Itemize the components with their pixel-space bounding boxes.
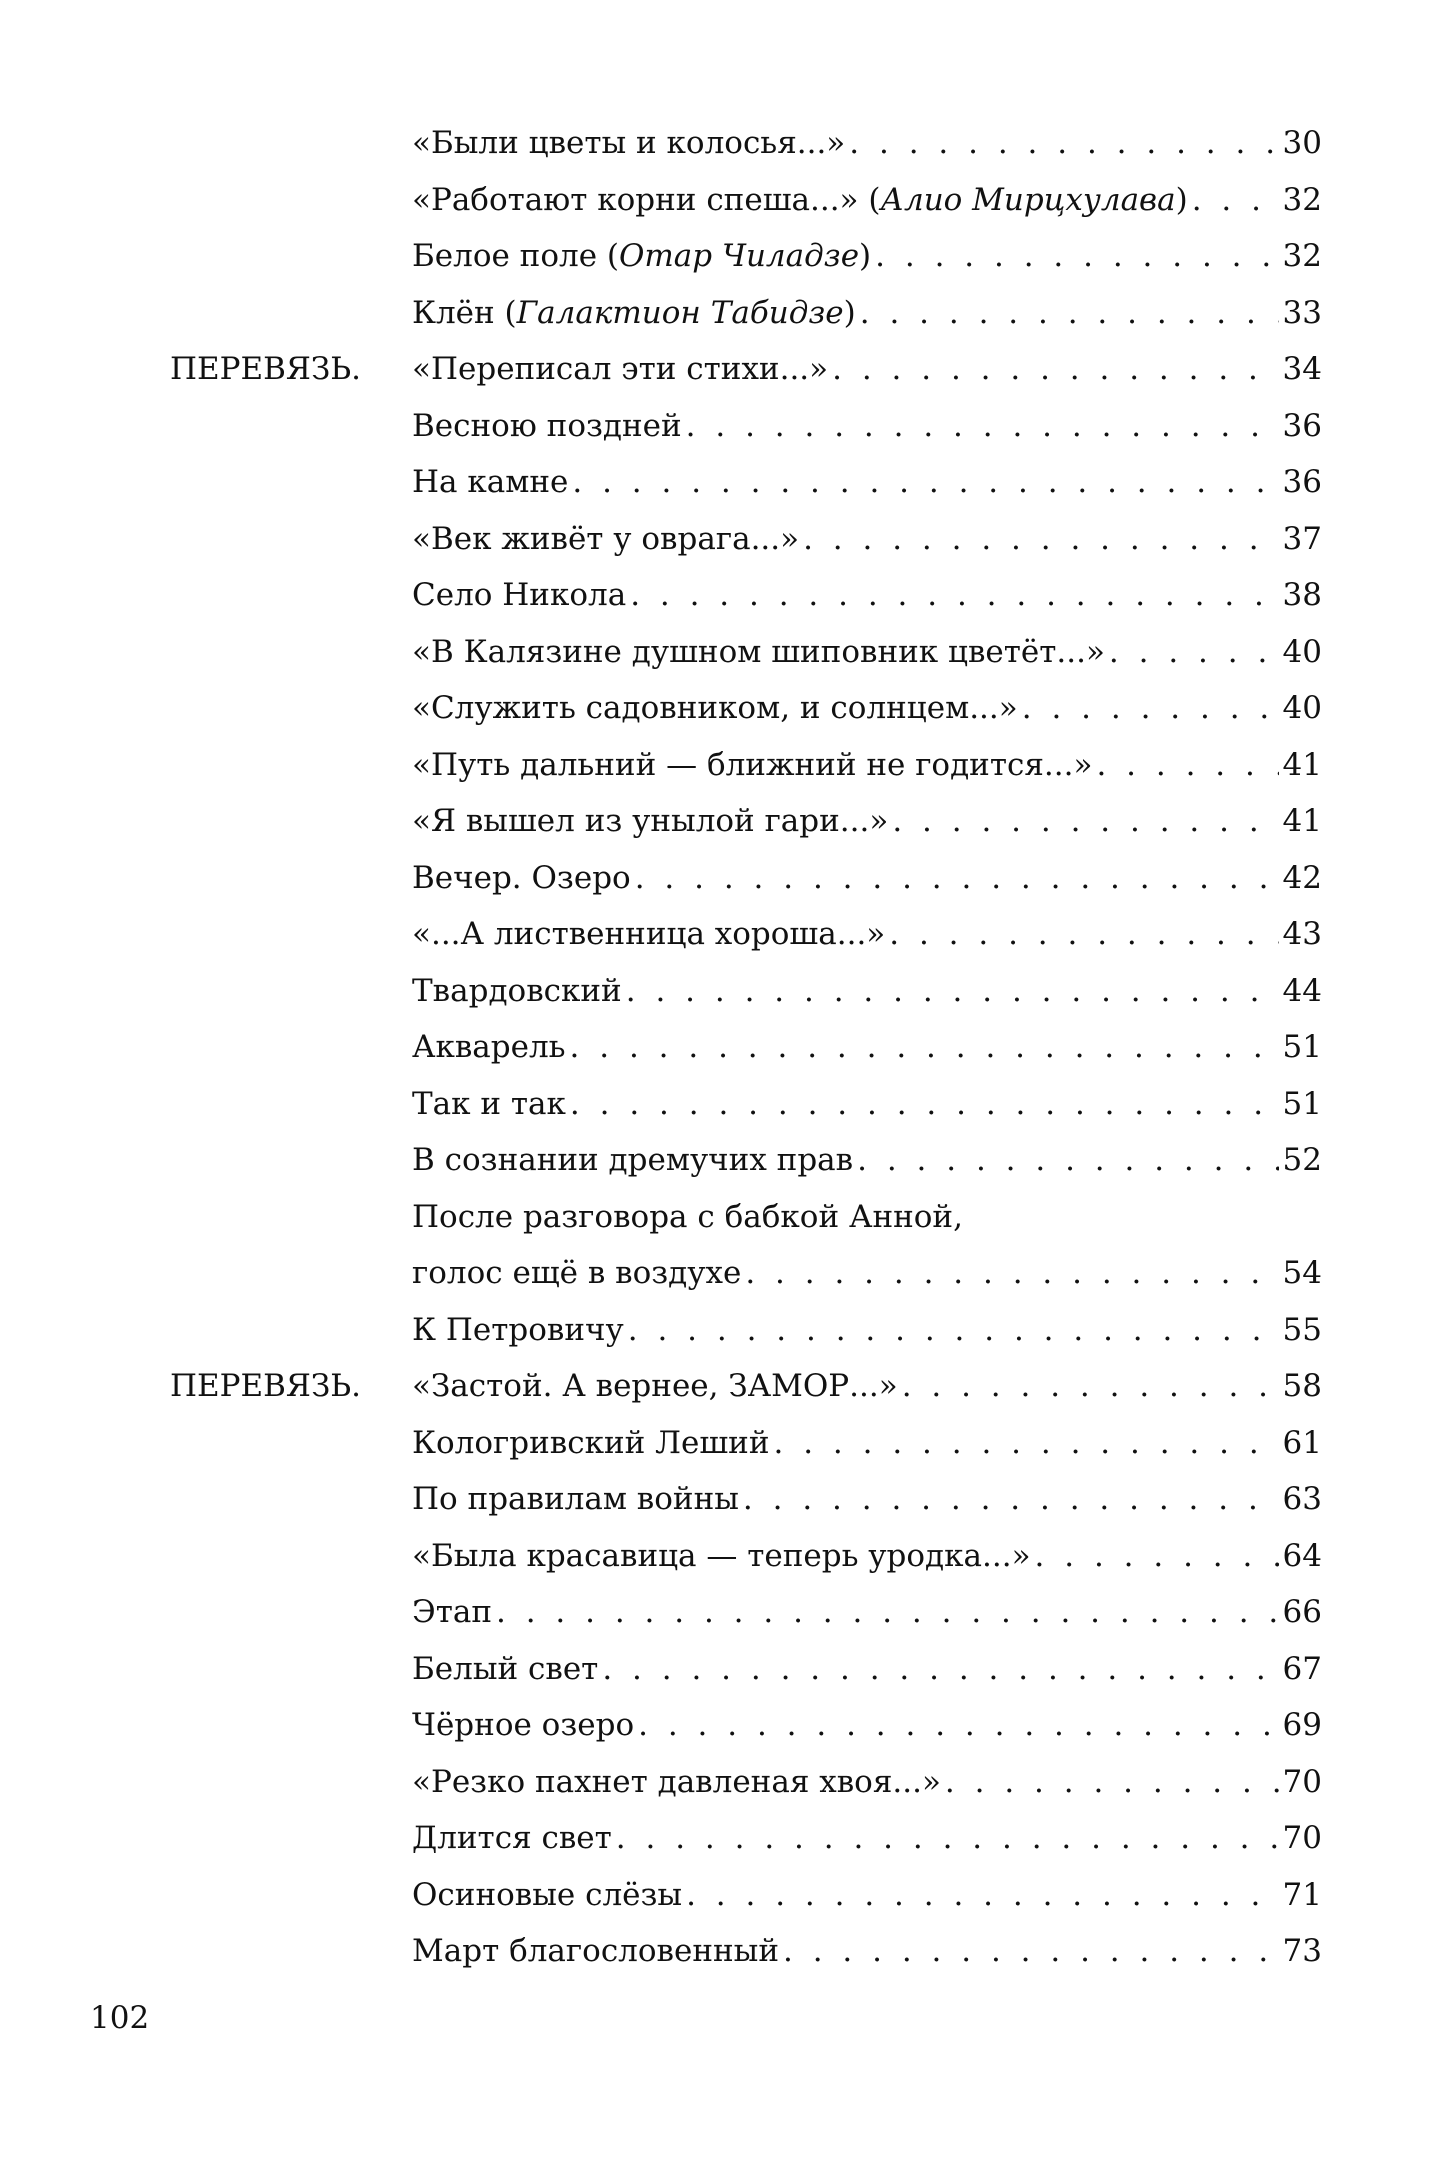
toc-entry	[0, 793, 1450, 850]
toc-entry-line	[412, 1302, 1322, 1359]
entry-title-text: «Резко пахнет давленая хвоя...»	[412, 1763, 941, 1800]
entry-title-text: «Век живёт у оврага...»	[412, 520, 800, 557]
toc-entry	[0, 1923, 1450, 1980]
entry-title: «Работают корни спеша...» (Алио Мирцхулава)	[412, 181, 1188, 218]
entry-page-number: 41	[1282, 746, 1322, 783]
toc-entry	[0, 1189, 1450, 1246]
dot-leader	[892, 793, 1278, 850]
entry-page-number: 70	[1282, 1820, 1322, 1856]
toc-entry-line	[412, 1471, 1322, 1528]
toc-entry	[0, 1132, 1450, 1189]
dot-leader	[1096, 737, 1278, 794]
entry-title	[412, 1697, 634, 1754]
toc-entry-line	[412, 1584, 1322, 1641]
dot-leader	[635, 850, 1279, 907]
toc-entry-line	[412, 1189, 1322, 1246]
dot-leader	[496, 1584, 1279, 1641]
toc-entry-line	[412, 1132, 1322, 1189]
entry-title	[412, 454, 568, 511]
entry-page-number: 37	[1282, 520, 1322, 557]
toc-entry-line	[412, 511, 1322, 568]
entry-title-text: «...А лиственница хороша...»	[412, 916, 886, 952]
entry-title-text: Вечер. Озеро	[412, 859, 631, 896]
toc-entry-line	[412, 115, 1322, 172]
entry-title	[412, 1641, 598, 1698]
entry-page-number: 69	[1282, 1707, 1322, 1743]
toc-entry-line	[412, 1810, 1322, 1867]
entry-title	[412, 680, 1018, 737]
toc-entry	[0, 624, 1450, 681]
entry-title-text: Акварель	[412, 1029, 566, 1065]
entry-author: Отар Чиладзе	[619, 238, 860, 274]
toc-entry	[0, 228, 1450, 285]
entry-title	[412, 1132, 853, 1189]
toc-entry	[0, 963, 1450, 1020]
entry-title	[412, 906, 885, 963]
toc-entry	[0, 172, 1450, 229]
entry-title	[412, 737, 1092, 794]
entry-title	[412, 1810, 612, 1867]
entry-title-text: Белый свет	[412, 1650, 599, 1687]
entry-title-text: «Служить садовником, и солнцем...»	[412, 690, 1018, 726]
entry-title-text: После разговора с бабкой Анной,	[412, 1198, 963, 1235]
toc-entry-line	[412, 737, 1322, 794]
entry-title: Клён (Галактион Табидзе)	[412, 294, 856, 331]
toc-entry	[0, 454, 1450, 511]
entry-page-number: 71	[1282, 1876, 1322, 1913]
entry-page-number: 33	[1282, 294, 1322, 331]
entry-title	[412, 1302, 624, 1359]
entry-title-text: «Работают корни спеша...»	[412, 181, 859, 218]
entry-title-text: Март благословенный	[412, 1933, 779, 1969]
dot-leader	[773, 1415, 1278, 1472]
toc-entry-line	[412, 454, 1322, 511]
toc-entry	[0, 398, 1450, 455]
entry-title	[412, 1471, 739, 1528]
entry-page-number: 55	[1282, 1311, 1322, 1348]
toc-entry	[0, 1358, 1450, 1415]
dot-leader	[745, 1245, 1278, 1302]
toc-entry-line	[412, 1358, 1322, 1415]
entry-page-number: 42	[1282, 859, 1322, 896]
toc-entry-line	[412, 285, 1322, 342]
entry-title: Белое поле (Отар Чиладзе)	[412, 238, 872, 274]
dot-leader	[626, 963, 1279, 1020]
dot-leader	[1109, 624, 1279, 681]
toc-entry	[0, 285, 1450, 342]
entry-title-text: «В Калязине душном шиповник цветёт...»	[412, 633, 1105, 670]
table-of-contents	[0, 115, 1450, 1980]
toc-entry-line	[412, 850, 1322, 907]
dot-leader	[889, 906, 1278, 963]
entry-title	[412, 1076, 566, 1133]
entry-title-text: Весною поздней	[412, 407, 682, 444]
entry-page-number: 32	[1282, 238, 1322, 274]
toc-entry-line	[412, 567, 1322, 624]
entry-page-number: 40	[1282, 690, 1322, 726]
entry-title	[412, 1415, 769, 1472]
toc-entry	[0, 1810, 1450, 1867]
entry-page-number: 73	[1282, 1933, 1322, 1969]
dot-leader	[616, 1810, 1279, 1867]
toc-entry-line	[412, 1528, 1322, 1585]
entry-title	[412, 398, 682, 455]
toc-entry-line	[412, 1923, 1322, 1980]
toc-entry	[0, 1641, 1450, 1698]
toc-entry	[0, 850, 1450, 907]
toc-entry-line	[412, 228, 1322, 285]
dot-leader	[875, 228, 1278, 285]
toc-entry-line	[412, 906, 1322, 963]
entry-title-text: «Переписал эти стихи...»	[412, 351, 829, 387]
entry-page-number: 64	[1282, 1537, 1322, 1574]
entry-page-number: 44	[1282, 972, 1322, 1009]
entry-title-text: Длится свет	[412, 1820, 612, 1856]
entry-page-number: 41	[1282, 803, 1322, 839]
entry-page-number: 63	[1282, 1481, 1322, 1517]
dot-leader	[857, 1132, 1278, 1189]
toc-entry	[0, 1076, 1450, 1133]
entry-page-number: 52	[1282, 1142, 1322, 1178]
entry-title	[412, 1584, 492, 1641]
dot-leader	[849, 115, 1278, 172]
entry-title	[412, 1245, 741, 1302]
entry-title	[412, 1358, 898, 1415]
toc-entry-line	[412, 341, 1322, 398]
dot-leader	[902, 1358, 1279, 1415]
entry-page-number: 36	[1282, 464, 1322, 500]
entry-page-number: 40	[1282, 633, 1322, 670]
entry-title	[412, 567, 626, 624]
toc-entry	[0, 1754, 1450, 1811]
toc-entry	[0, 1528, 1450, 1585]
entry-title	[412, 1867, 682, 1924]
toc-entry-line	[412, 1754, 1322, 1811]
toc-entry	[0, 115, 1450, 172]
entry-title	[412, 793, 888, 850]
entry-page-number: 66	[1282, 1594, 1322, 1630]
dot-leader	[1035, 1528, 1279, 1585]
toc-entry	[0, 1584, 1450, 1641]
entry-page-number: 58	[1282, 1368, 1322, 1404]
entry-title	[412, 1019, 566, 1076]
entry-title-text: Твардовский	[412, 972, 622, 1009]
entry-title-text: Белое поле	[412, 238, 598, 274]
toc-entry	[0, 567, 1450, 624]
entry-title-text: Этап	[412, 1594, 493, 1630]
entry-title-text: «Были цветы и колосья...»	[412, 125, 846, 161]
toc-entry	[0, 1019, 1450, 1076]
entry-page-number: 43	[1282, 916, 1322, 952]
dot-leader	[860, 285, 1279, 342]
toc-entry-line	[412, 1245, 1322, 1302]
toc-entry-line	[412, 1019, 1322, 1076]
toc-entry	[0, 680, 1450, 737]
toc-entry	[0, 1245, 1450, 1302]
entry-title-text: «Я вышел из унылой гари...»	[412, 803, 889, 839]
dot-leader	[686, 1867, 1278, 1924]
entry-title-text: «Была красавица — теперь уродка...»	[412, 1537, 1031, 1574]
entry-title	[412, 1923, 779, 1980]
entry-title-text: Чёрное озеро	[412, 1707, 635, 1743]
entry-page-number: 67	[1282, 1650, 1322, 1687]
entry-title-text: Клён	[412, 294, 495, 331]
page-number: 102	[90, 2000, 150, 2036]
entry-title-text: Кологривский Леший	[412, 1424, 770, 1461]
entry-title	[412, 1528, 1031, 1585]
toc-entry-line	[412, 680, 1322, 737]
entry-page-number: 34	[1282, 351, 1322, 387]
section-label: ПЕРЕВЯЗЬ.	[170, 351, 362, 387]
entry-title-text: «Застой. А вернее, ЗАМОР...»	[412, 1368, 898, 1404]
dot-leader	[630, 567, 1278, 624]
entry-page-number: 51	[1282, 1029, 1322, 1065]
dot-leader	[945, 1754, 1279, 1811]
entry-title	[412, 963, 622, 1020]
toc-entry	[0, 1415, 1450, 1472]
toc-entry	[0, 341, 1450, 398]
toc-entry	[0, 737, 1450, 794]
entry-title	[412, 1189, 963, 1246]
toc-entry-line	[412, 624, 1322, 681]
dot-leader	[638, 1697, 1278, 1754]
toc-entry-line	[412, 963, 1322, 1020]
dot-leader	[570, 1076, 1279, 1133]
entry-title-text: По правилам войны	[412, 1481, 739, 1517]
toc-entry-line	[412, 793, 1322, 850]
toc-entry-line	[412, 172, 1322, 229]
toc-entry-line	[412, 1415, 1322, 1472]
dot-leader	[628, 1302, 1279, 1359]
entry-title	[412, 1754, 941, 1811]
entry-title	[412, 115, 845, 172]
section-label: ПЕРЕВЯЗЬ.	[170, 1368, 362, 1404]
toc-entry	[0, 906, 1450, 963]
dot-leader	[570, 1019, 1279, 1076]
dot-leader	[1022, 680, 1279, 737]
dot-leader	[743, 1471, 1279, 1528]
toc-entry-line	[412, 398, 1322, 455]
entry-title	[412, 341, 828, 398]
entry-title-text: голос ещё в воздухе	[412, 1255, 742, 1291]
entry-title	[412, 850, 631, 907]
entry-title-text: В сознании дремучих прав	[412, 1142, 854, 1178]
entry-title-text: Так и так	[412, 1085, 566, 1122]
entry-page-number: 30	[1282, 125, 1322, 161]
entry-page-number: 38	[1282, 577, 1322, 613]
entry-page-number: 32	[1282, 181, 1322, 218]
entry-title-text: Село Никола	[412, 577, 627, 613]
dot-leader	[1192, 172, 1279, 229]
entry-author: Алио Мирцхулава	[880, 181, 1176, 218]
entry-title-text: Осиновые слёзы	[412, 1876, 683, 1913]
toc-entry	[0, 1302, 1450, 1359]
dot-leader	[572, 454, 1278, 511]
dot-leader	[832, 341, 1278, 398]
dot-leader	[783, 1923, 1279, 1980]
dot-leader	[803, 511, 1278, 568]
entry-page-number: 36	[1282, 407, 1322, 444]
entry-title-text: На камне	[412, 464, 569, 500]
toc-entry	[0, 1697, 1450, 1754]
entry-title	[412, 624, 1105, 681]
toc-entry-line	[412, 1076, 1322, 1133]
entry-title-text: «Путь дальний — ближний не годится...»	[412, 746, 1093, 783]
entry-page-number: 54	[1282, 1255, 1322, 1291]
dot-leader	[602, 1641, 1278, 1698]
toc-entry-line	[412, 1867, 1322, 1924]
toc-entry	[0, 1867, 1450, 1924]
entry-page-number: 51	[1282, 1085, 1322, 1122]
entry-title	[412, 511, 799, 568]
entry-author: Галактион Табидзе	[516, 294, 844, 331]
toc-entry-line	[412, 1641, 1322, 1698]
entry-page-number: 70	[1282, 1763, 1322, 1800]
entry-page-number: 61	[1282, 1424, 1322, 1461]
entry-title-text: К Петровичу	[412, 1311, 624, 1348]
dot-leader	[686, 398, 1279, 455]
toc-entry-line	[412, 1697, 1322, 1754]
toc-entry	[0, 511, 1450, 568]
toc-entry	[0, 1471, 1450, 1528]
